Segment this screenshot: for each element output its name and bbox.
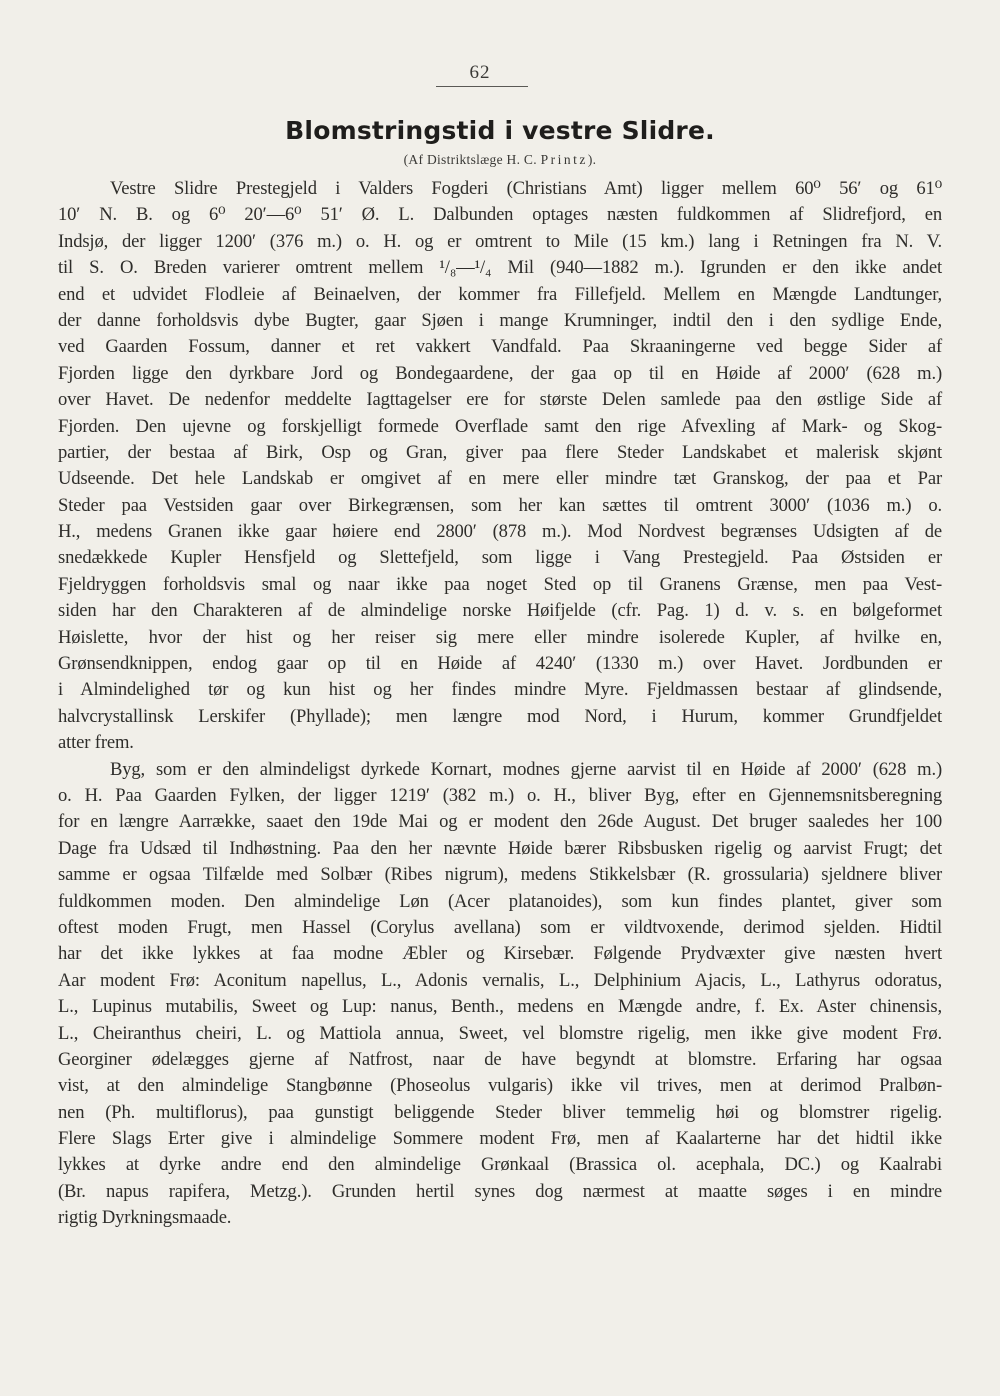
text-line: oftest moden Frugt, men Hassel (Corylus avellana) som er vildtvoxende, derimod sjelden. Hidtil bbox=[58, 916, 942, 938]
text-line: vist, at den almindelige Stangbønne (Phoseolus vulgaris) ikke vil trives, men at derimod Pralbøn- bbox=[58, 1075, 942, 1097]
text-line: rigtig Dyrkningsmaade. bbox=[58, 1207, 232, 1229]
text-line: o. H. Paa Gaarden Fylken, der ligger 1219′ (382 m.) o. H., bliver Byg, efter en Gjennemsnitsberegning bbox=[58, 784, 942, 806]
text-line: Flere Slags Erter give i almindelige Sommere modent Frø, men af Kaalarterne har det hidtil ikke bbox=[58, 1128, 942, 1150]
byline-author-name: Printz bbox=[540, 152, 588, 167]
text-line: partier, der bestaa af Birk, Osp og Gran, giver paa flere Steder Landskabet et malerisk skjønt bbox=[58, 441, 942, 463]
text-line: L., Cheiranthus cheiri, L. og Mattiola annua, Sweet, vel blomstre rigelig, men ikke give modent Frø. bbox=[58, 1022, 942, 1044]
text-line: Dage fra Udsæd til Indhøstning. Paa den her nævnte Høide bærer Ribsbusken rigelig og aarvist Frugt; det bbox=[58, 837, 942, 859]
page-number-rule bbox=[436, 86, 528, 87]
text-line: over Havet. De nedenfor meddelte Iagttagelser ere for største Delen samlede paa den østlige Side af bbox=[58, 389, 942, 411]
article-byline bbox=[0, 152, 1000, 168]
text-line: (Br. napus rapifera, Metzg.). Grunden hertil synes dog nærmest at maatte søges i en mindre bbox=[58, 1180, 942, 1202]
text-line: 10′ N. B. og 6⁰ 20′—6⁰ 51′ Ø. L. Dalbunden optages næsten fuldkommen af Slidrefjord, en bbox=[58, 204, 942, 226]
text-line: Fjorden. Den ujevne og forskjelligt formede Overflade samt den rige Afvexling af Mark- og Skog- bbox=[58, 415, 942, 437]
byline-suffix: ). bbox=[587, 152, 597, 167]
text-line: for en længre Aarrække, saaet den 19de Mai og er modent den 26de August. Det bruger saaledes her 100 bbox=[58, 811, 942, 833]
text-line: end et udvidet Flodleie af Beinaelven, der kommer fra Fillefjeld. Mellem en Mængde Landtunger, bbox=[58, 283, 942, 305]
text-line: Byg, som er den almindeligst dyrkede Kornart, modnes gjerne aarvist til en Høide af 2000′ (628 m.) bbox=[110, 758, 942, 780]
text-line: snedækkede Kupler Hensfjeld og Slettefjeld, som ligge i Vang Prestegjeld. Paa Østsiden er bbox=[58, 547, 942, 569]
text-line: i Almindelighed tør og kun hist og her findes mindre Myre. Fjeldmassen bestaar af glindsende, bbox=[58, 679, 942, 701]
text-line: Georginer ødelægges gjerne af Natfrost, naar de have begyndt at blomstre. Erfaring har ogsaa bbox=[58, 1048, 942, 1070]
text-line: Grønsendknippen, endog gaar op til en Høide af 4240′ (1330 m.) over Havet. Jordbunden er bbox=[58, 653, 942, 675]
text-line: Fjorden ligge den dyrkbare Jord og Bondegaardene, der gaa op til en Høide af 2000′ (628 m.) bbox=[58, 362, 942, 384]
text-line: samme er ogsaa Tilfælde med Solbær (Ribes nigrum), medens Stikkelsbær (R. grossularia) sjeldnere bliver bbox=[58, 864, 942, 886]
text-line: Høislette, hvor der hist og her reiser sig mere eller mindre isolerede Kupler, af hvilke en, bbox=[58, 626, 942, 648]
article-title: Blomstringstid i vestre Slidre. bbox=[285, 116, 715, 145]
text-line: halvcrystallinsk Lerskifer (Phyllade); men længre mod Nord, i Hurum, kommer Grundfjeldet bbox=[58, 705, 942, 727]
text-line: Udseende. Det hele Landskab er omgivet af en mere eller mindre tæt Granskog, der paa et Par bbox=[58, 468, 942, 490]
text-line: har det ikke lykkes at faa modne Æbler og Kirsebær. Følgende Prydvæxter give næsten hvert bbox=[58, 943, 942, 965]
text-line: der danne forholdsvis dybe Bugter, gaar Sjøen i mange Krumninger, indtil den i den sydlige Ende, bbox=[58, 309, 942, 331]
page-number: 62 bbox=[469, 62, 491, 83]
text-line: fuldkommen moden. Den almindelige Løn (Acer platanoides), som kun findes plantet, giver som bbox=[58, 890, 942, 912]
text-line: siden har den Charakteren af de almindelige norske Høifjelde (cfr. Pag. 1) d. v. s. en bølgeformet bbox=[58, 600, 942, 622]
text-line: Fjeldryggen forholdsvis smal og naar ikke paa noget Sted op til Granens Grænse, men paa Vest- bbox=[58, 573, 942, 595]
text-line: Vestre Slidre Prestegjeld i Valders Fogderi (Christians Amt) ligger mellem 60⁰ 56′ og 61⁰ bbox=[110, 178, 942, 199]
text-line: nen (Ph. multiflorus), paa gunstigt beliggende Steder bliver temmelig høi og blomstrer rigelig. bbox=[58, 1101, 942, 1123]
text-line: L., Lupinus mutabilis, Sweet og Lup: nanus, Benth., medens en Mængde andre, f. Ex. Aster chinensis, bbox=[58, 996, 942, 1018]
text-line: lykkes at dyrke andre end den almindelige Grønkaal (Brassica ol. acephala, DC.) og Kaalrabi bbox=[58, 1154, 942, 1176]
paragraph-2 bbox=[58, 757, 942, 1232]
text-line: Steder paa Vestsiden gaar over Birkegrænsen, som her kan sættes til omtrent 3000′ (1036 m.) o. bbox=[58, 494, 942, 516]
byline-prefix: (Af Distriktslæge H. C. bbox=[403, 152, 537, 167]
text-line: atter frem. bbox=[58, 732, 134, 754]
text-line: ved Gaarden Fossum, danner et ret vakkert Vandfald. Paa Skraaningerne ved begge Sider af bbox=[58, 336, 942, 358]
text-line: til S. O. Breden varierer omtrent mellem ¹/₈—¹/₄ Mil (940—1882 m.). Igrunden er den ikke andet bbox=[58, 257, 942, 279]
paragraph-1 bbox=[58, 176, 942, 757]
text-line: Aar modent Frø: Aconitum napellus, L., Adonis vernalis, L., Delphinium Ajacis, L., Lathyrus odoratus, bbox=[58, 969, 942, 991]
text-line: Indsjø, der ligger 1200′ (376 m.) o. H. og er omtrent to Mile (15 km.) lang i Retningen fra N. V. bbox=[58, 230, 942, 252]
text-line: H., medens Granen ikke gaar høiere end 2800′ (878 m.). Mod Nordvest begrænses Udsigten af de bbox=[58, 521, 942, 543]
article-body bbox=[58, 176, 942, 1232]
